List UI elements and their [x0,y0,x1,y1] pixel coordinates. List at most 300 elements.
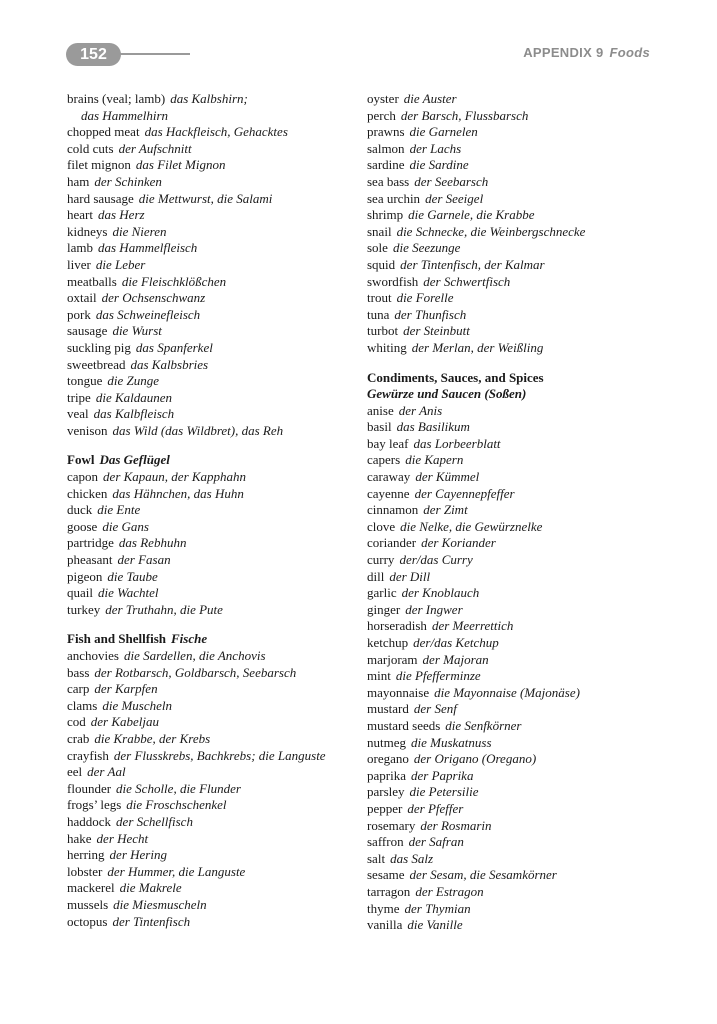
glossary-entry [367,403,667,420]
meats-list-a [67,91,357,108]
glossary-entry [367,108,667,125]
german-term: der Majoran [422,651,489,667]
german-term: der Steinbutt [403,323,470,339]
german-term: die Wurst [112,323,162,339]
german-term: die Makrele [119,880,182,896]
english-term: anchovies [67,648,119,663]
glossary-entry [67,648,357,665]
page-header [0,42,717,70]
german-term: die Krabbe, der Krebs [94,730,211,746]
english-term: turkey [67,601,101,617]
english-term: snail [367,223,392,239]
glossary-entry [67,602,357,619]
english-term: whiting [367,339,407,355]
fish-list [67,648,357,930]
english-term: duck [67,502,93,518]
glossary-entry [67,191,357,208]
english-term: nutmeg [367,734,406,750]
english-term: tuna [367,306,390,322]
condiments-heading: Condiments, Sauces, and Spices [367,369,544,385]
glossary-entry [367,157,667,174]
german-term: der Thymian [404,900,471,916]
english-term: trout [367,290,392,306]
glossary-entry [67,535,357,552]
glossary-entry [67,665,357,682]
fish-list-continued [367,91,667,357]
german-term: die Garnele, die Krabbe [408,207,535,223]
english-term: kidneys [67,223,108,239]
glossary-entry [67,748,357,765]
glossary-entry [67,307,357,324]
glossary-entry [367,307,667,324]
glossary-entry [367,602,667,619]
english-term: herring [67,847,105,863]
english-term: rosemary [367,817,416,833]
english-term: oxtail [67,290,97,306]
german-term: der Thunfisch [394,306,467,322]
glossary-entry [367,751,667,768]
glossary-entry [67,847,357,864]
german-term: der Kabeljau [90,714,160,730]
german-term: das Hammelfleisch [98,240,198,256]
glossary-entry [67,290,357,307]
german-term: die Pfefferminze [395,668,481,684]
english-term: ketchup [367,635,409,650]
english-term: curry [367,552,395,568]
german-term: die Seezunge [392,240,461,256]
glossary-entry [367,668,667,685]
glossary-entry [67,340,357,357]
english-term: cold cuts [67,140,114,156]
english-term: liver [67,256,91,272]
german-term: das Kalbfleisch [93,406,175,422]
english-term: chopped meat [67,124,140,140]
german-term: der Aufschnitt [118,140,192,156]
glossary-entry [367,635,667,652]
german-term: das Basilikum [396,419,470,435]
english-term: sesame [367,867,405,883]
condiments-heading-german: Gewürze und Saucen (Soßen) [367,386,527,402]
glossary-entry [367,834,667,851]
english-term: basil [367,419,392,435]
english-term: capers [367,452,401,468]
german-term: der Schellfisch [116,813,193,829]
german-term: die Zunge [107,373,160,389]
german-term: die Schnecke, die Weinbergschnecke [396,223,586,239]
english-term: frogs’ legs [67,797,122,813]
english-term: lobster [67,863,103,879]
glossary-entry [67,585,357,602]
english-term: suckling pig [67,339,131,355]
english-term: dill [367,568,385,584]
german-term: der Estragon [415,883,484,899]
english-term: sardine [367,157,405,173]
german-term: der Rotbarsch, Goldbarsch, Seebarsch [94,664,297,680]
glossary-entry [367,801,667,818]
english-term: paprika [367,767,406,783]
glossary-entry [67,141,357,158]
glossary-entry [67,698,357,715]
english-term: carp [67,681,90,697]
glossary-entry [367,486,667,503]
german-term: die Muscheln [102,697,172,713]
glossary-entry [67,814,357,831]
german-term: der Seebarsch [414,173,489,189]
glossary-entry [367,141,667,158]
glossary-entry [67,831,357,848]
glossary-entry [67,731,357,748]
fish-heading: Fish and Shellfish Fische [67,631,208,647]
german-term: der Dill [389,568,431,584]
glossary-entry [367,569,667,586]
left-column [67,91,357,930]
glossary-entry [367,552,667,569]
german-term: die Miesmuscheln [113,896,207,912]
english-term: filet mignon [67,157,131,173]
german-term: der Safran [408,834,464,850]
german-term: die Leber [95,256,146,272]
glossary-entry [67,157,357,174]
german-term: die Forelle [396,290,454,306]
english-term: partridge [67,535,114,551]
english-term: parsley [367,784,405,800]
english-term: heart [67,207,93,223]
german-term: das Lorbeerblatt [413,435,501,451]
english-term: garlic [367,585,397,601]
english-term: tripe [67,389,91,405]
german-term: die Nelke, die Gewürznelke [400,518,543,534]
glossary-entry [67,373,357,390]
header-rule [118,53,190,55]
german-term: das Schweinefleisch [95,306,201,322]
german-term: die Nieren [112,223,167,239]
glossary-entry [367,701,667,718]
english-term: meatballs [67,273,117,289]
glossary-entry [67,897,357,914]
english-term: anise [367,402,394,418]
running-head [523,45,650,60]
english-term: haddock [67,813,112,829]
english-term: salt [367,850,386,866]
german-term: der Cayennepfeffer [414,485,515,501]
glossary-entry [67,569,357,586]
english-term: sweetbread [67,356,126,372]
german-term: der/das Ketchup [413,635,499,650]
meats-list-b [67,124,357,439]
german-term: der Merlan, der Weißling [411,339,544,355]
german-term: der Lachs [409,140,462,156]
german-term: das Hähnchen, das Huhn [112,485,244,501]
glossary-entry [367,784,667,801]
glossary-entry [67,681,357,698]
german-term: die Taube [107,568,158,584]
english-term: mussels [67,896,109,912]
glossary-entry [67,880,357,897]
german-term: die Fleischklößchen [121,273,227,289]
german-term: die Sardine [409,157,469,173]
english-term: perch [367,107,396,123]
glossary-entry [67,174,357,191]
english-term: chicken [67,485,108,501]
german-term: der Flusskrebs, Bachkrebs; die Languste [113,747,326,763]
glossary-entry [67,552,357,569]
english-term: sea bass [367,173,410,189]
english-term: mackerel [67,880,115,896]
right-column [367,91,667,934]
german-term: die Kaldaunen [95,389,173,405]
german-term: das Hackfleisch, Gehacktes [144,124,288,140]
german-term: der Kapaun, der Kapphahn [103,469,247,485]
glossary-entry [67,207,357,224]
english-term: ham [67,173,90,189]
english-term: tongue [67,373,103,389]
english-term: marjoram [367,651,418,667]
german-term: die Scholle, die Flunder [116,780,241,796]
german-term: der Hummer, die Languste [107,863,246,879]
english-term: oregano [367,751,409,767]
german-term: der Meerrettich [431,618,514,634]
english-term: bass [67,664,90,680]
glossary-entry [367,768,667,785]
german-term: der Schwertfisch [423,273,511,289]
german-term: der Kümmel [415,469,480,485]
glossary-entry [67,91,357,108]
german-term: der Sesam, die Sesamkörner [409,867,557,883]
german-term: der Anis [398,402,443,418]
condiments-list [367,403,667,934]
german-term: das Kalbshirn; [170,91,248,106]
german-term: der Senf [413,701,457,717]
glossary-entry [67,486,357,503]
english-term: quail [67,585,93,601]
glossary-entry [367,469,667,486]
german-term: die Froschschenkel [126,797,227,813]
german-term: der Knoblauch [401,585,480,601]
english-term: saffron [367,834,404,850]
english-term: mustard [367,701,409,717]
german-term: der Zimt [423,502,468,518]
glossary-entry [67,323,357,340]
glossary-entry [367,224,667,241]
english-term: horseradish [367,618,427,634]
english-term: hard sausage [67,190,134,206]
german-term: der Tintenfisch [112,913,191,929]
german-term: der Origano (Oregano) [413,751,537,767]
glossary-entry [67,124,357,141]
german-term: der Karpfen [94,681,158,697]
glossary-entry [367,867,667,884]
glossary-entry [67,764,357,781]
english-term: oyster [367,91,399,106]
glossary-entry [367,274,667,291]
german-term: das Salz [390,850,434,866]
german-term: der Fasan [117,552,171,568]
english-term: mustard seeds [367,717,441,733]
glossary-entry [67,864,357,881]
glossary-entry [67,406,357,423]
german-term: der Hering [109,847,167,863]
glossary-entry [367,124,667,141]
english-term: lamb [67,240,93,256]
appendix-label: APPENDIX 9 [523,45,604,60]
english-term: bay leaf [367,435,409,451]
english-term: shrimp [367,207,404,223]
glossary-entry [367,207,667,224]
german-term: der Truthahn, die Pute [105,601,223,617]
german-term: das Rebhuhn [118,535,187,551]
english-term: hake [67,830,92,846]
german-term: die Auster [403,91,457,106]
english-term: mint [367,668,391,684]
german-term: die Sardellen, die Anchovis [123,648,266,663]
english-term: caraway [367,469,411,485]
glossary-entry [367,91,667,108]
english-term: cayenne [367,485,410,501]
german-term: die Kapern [405,452,464,468]
english-term: coriander [367,535,417,551]
german-term: die Senfkörner [445,717,522,733]
english-term: ginger [367,601,401,617]
glossary-entry [367,585,667,602]
glossary-entry [367,174,667,191]
english-term: pepper [367,800,403,816]
english-term: swordfish [367,273,419,289]
glossary-entry [367,340,667,357]
english-term: sausage [67,323,108,339]
glossary-entry [367,436,667,453]
english-term: pork [67,306,91,322]
glossary-entry [67,224,357,241]
english-term: tarragon [367,883,411,899]
german-term: der Tintenfisch, der Kalmar [400,256,545,272]
english-term: pheasant [67,552,113,568]
glossary-entry [367,718,667,735]
glossary-entry [67,469,357,486]
german-term: die Mayonnaise (Majonäse) [434,684,580,700]
english-term: salmon [367,140,405,156]
german-term: der Koriander [421,535,496,551]
glossary-entry [367,240,667,257]
glossary-entry [67,357,357,374]
german-term: die Vanille [407,917,463,933]
english-term: clams [67,697,98,713]
german-term: der/das Curry [399,552,473,568]
german-term: der Seeigel [425,190,484,206]
english-term: thyme [367,900,400,916]
glossary-entry [67,502,357,519]
english-term: vanilla [367,917,403,933]
english-term: prawns [367,124,405,140]
german-term: die Muskatnuss [411,734,492,750]
page-number: 152 [66,43,121,66]
english-term: goose [67,518,98,534]
glossary-entry [367,917,667,934]
glossary-entry [67,257,357,274]
english-term: mayonnaise [367,684,430,700]
glossary-entry [367,452,667,469]
german-term: der Barsch, Flussbarsch [400,107,529,123]
german-term: das Wild (das Wildbret), das Reh [112,422,284,438]
english-term: pigeon [67,568,103,584]
glossary-entry [67,390,357,407]
english-term: cinnamon [367,502,419,518]
german-term: das Spanferkel [135,339,213,355]
glossary-entry [67,797,357,814]
glossary-entry [367,652,667,669]
german-term: die Gans [102,518,149,534]
german-term: der Paprika [410,767,474,783]
glossary-entry [367,851,667,868]
glossary-entry [367,535,667,552]
glossary-entry [67,274,357,291]
german-term: das Herz [97,207,145,223]
glossary-entry [367,735,667,752]
english-term: octopus [67,913,108,929]
german-term: der Ochsenschwanz [101,290,206,306]
section-label: Foods [609,45,650,60]
english-term: turbot [367,323,399,339]
glossary-entry [67,423,357,440]
glossary-entry [367,502,667,519]
glossary-entry [367,419,667,436]
english-term: venison [67,422,108,438]
german-term: der Ingwer [405,601,463,617]
english-term: veal [67,406,89,422]
glossary-entry [367,901,667,918]
glossary-entry [67,914,357,931]
english-term: squid [367,256,396,272]
glossary-entry [367,818,667,835]
english-term: capon [67,469,99,485]
english-term: eel [67,764,83,780]
english-term: sole [367,240,388,256]
german-term: der Schinken [94,173,162,189]
english-term: flounder [67,780,112,796]
glossary-entry [367,323,667,340]
glossary-entry [367,685,667,702]
fowl-list [67,469,357,618]
german-term: der Pfeffer [407,800,464,816]
glossary-entry [367,257,667,274]
german-term: der Aal [87,764,126,780]
english-term: cod [67,714,86,730]
glossary-entry [367,290,667,307]
german-term: das Filet Mignon [135,157,226,173]
glossary-entry [67,714,357,731]
glossary-entry [67,240,357,257]
german-term: der Rosmarin [420,817,492,833]
fowl-heading: Fowl Das Geflügel [67,452,170,468]
glossary-entry [367,884,667,901]
english-term: crab [67,730,90,746]
german-term: das Kalbsbries [130,356,209,372]
glossary-entry [367,519,667,536]
german-term: die Garnelen [409,124,478,140]
german-term: der Hecht [96,830,149,846]
glossary-entry [367,618,667,635]
german-term: die Mettwurst, die Salami [138,190,273,206]
brains-continuation: das Hammelhirn [81,107,169,123]
german-term: die Wachtel [98,585,159,601]
german-term: die Ente [97,502,141,518]
english-term: sea urchin [367,190,421,206]
glossary-entry [67,519,357,536]
glossary-entry [67,781,357,798]
english-term: clove [367,518,396,534]
english-term: crayfish [67,747,109,763]
english-term: brains (veal; lamb) [67,91,166,106]
german-term: die Petersilie [409,784,479,800]
